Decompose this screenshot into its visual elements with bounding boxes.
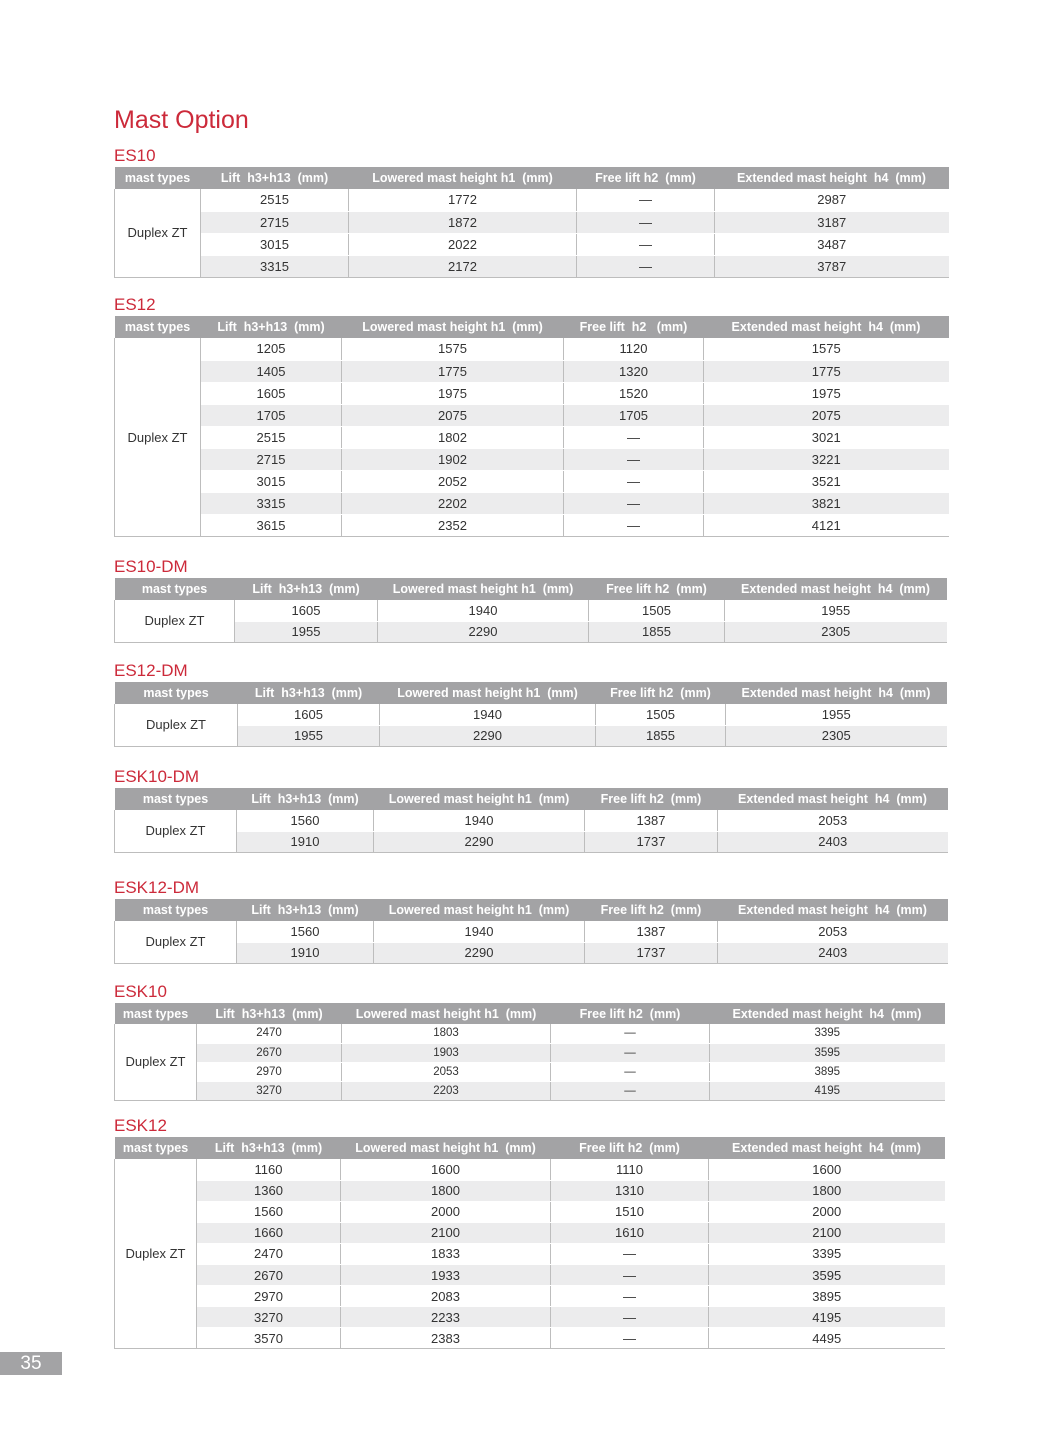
table-cell: 2305 xyxy=(726,725,947,746)
table-cell: — xyxy=(564,426,704,448)
table-header-row xyxy=(115,578,947,600)
mast-spec-table xyxy=(114,788,948,853)
table-row xyxy=(115,493,949,515)
table-cell: 1660 xyxy=(197,1222,341,1243)
table-cell: 1387 xyxy=(585,921,718,942)
table-cell: 1610 xyxy=(551,1222,709,1243)
table-cell: 1737 xyxy=(585,942,718,963)
table-cell: 2172 xyxy=(349,255,577,277)
table-row xyxy=(115,1286,945,1307)
table-cell: 3021 xyxy=(704,426,949,448)
table-cell: 2715 xyxy=(201,211,349,233)
table-row xyxy=(115,448,949,470)
column-header: Extended mast height h4 (mm) xyxy=(709,1137,945,1159)
table-cell: 1975 xyxy=(704,382,949,404)
table-cell: 2000 xyxy=(341,1201,551,1222)
table-cell: 2100 xyxy=(341,1222,551,1243)
table-cell: 1605 xyxy=(238,704,380,725)
section-title: ESK10-DM xyxy=(114,767,200,786)
table-cell: 2970 xyxy=(197,1286,341,1307)
table-cell: 3270 xyxy=(197,1081,342,1100)
section-esk12 xyxy=(114,1115,944,1349)
table-cell: 1775 xyxy=(342,360,564,382)
column-header: Lowered mast height h1 (mm) xyxy=(378,578,589,600)
table-cell: 2383 xyxy=(341,1328,551,1349)
table-cell: — xyxy=(551,1043,710,1062)
table-cell: 2000 xyxy=(709,1201,945,1222)
table-cell: 3521 xyxy=(704,471,949,493)
table-row xyxy=(115,810,948,831)
table-cell: 2290 xyxy=(378,621,589,642)
table-row xyxy=(115,1081,945,1100)
table-cell: 1560 xyxy=(237,921,374,942)
table-cell: — xyxy=(551,1286,709,1307)
mast-type-cell: Duplex ZT xyxy=(115,1159,197,1349)
table-header-row xyxy=(115,899,948,921)
section-title: ES12 xyxy=(114,295,156,314)
column-header: Extended mast height h4 (mm) xyxy=(726,682,947,704)
table-cell: 2075 xyxy=(704,404,949,426)
table-cell: 2290 xyxy=(380,725,596,746)
table-cell: 2515 xyxy=(201,189,349,211)
table-row xyxy=(115,1264,945,1285)
table-cell: 3595 xyxy=(709,1264,945,1285)
column-header: Lift h3+h13 (mm) xyxy=(237,899,374,921)
table-cell: — xyxy=(564,493,704,515)
column-header: Free lift h2 (mm) xyxy=(589,578,725,600)
table-cell: 1955 xyxy=(235,621,378,642)
table-cell: — xyxy=(577,189,715,211)
table-cell: 3595 xyxy=(710,1043,945,1062)
table-row xyxy=(115,1307,945,1328)
column-header: Lift h3+h13 (mm) xyxy=(237,788,374,810)
table-row xyxy=(115,515,949,537)
section-esk10 xyxy=(114,981,944,1101)
table-header-row xyxy=(115,1137,945,1159)
table-cell: 2987 xyxy=(715,189,949,211)
mast-type-cell: Duplex ZT xyxy=(115,189,201,277)
table-cell: 2305 xyxy=(725,621,947,642)
table-cell: 2715 xyxy=(201,448,342,470)
column-header: Lift h3+h13 (mm) xyxy=(235,578,378,600)
table-cell: 1360 xyxy=(197,1180,341,1201)
table-cell: 1310 xyxy=(551,1180,709,1201)
table-cell: 4121 xyxy=(704,515,949,537)
table-cell: 3895 xyxy=(710,1062,945,1081)
table-cell: 2403 xyxy=(718,942,948,963)
table-row xyxy=(115,1159,945,1180)
table-row xyxy=(115,1201,945,1222)
table-cell: 1940 xyxy=(380,704,596,725)
column-header: Lowered mast height h1 (mm) xyxy=(342,1003,551,1024)
table-cell: 1505 xyxy=(596,704,726,725)
table-cell: 1120 xyxy=(564,338,704,360)
page-number: 35 xyxy=(0,1352,62,1375)
table-header-row xyxy=(115,682,947,704)
table-cell: 2053 xyxy=(342,1062,551,1081)
table-row xyxy=(115,471,949,493)
table-row xyxy=(115,1024,945,1043)
table-cell: 1205 xyxy=(201,338,342,360)
table-cell: 1320 xyxy=(564,360,704,382)
column-header: mast types xyxy=(115,1003,197,1024)
table-cell: 2075 xyxy=(342,404,564,426)
table-cell: 2352 xyxy=(342,515,564,537)
section-esk10-dm xyxy=(114,766,947,853)
table-cell: 1855 xyxy=(596,725,726,746)
table-cell: 1800 xyxy=(709,1180,945,1201)
table-cell: — xyxy=(577,233,715,255)
table-cell: 1775 xyxy=(704,360,949,382)
table-row xyxy=(115,404,949,426)
table-cell: 1800 xyxy=(341,1180,551,1201)
table-cell: 4195 xyxy=(710,1081,945,1100)
table-cell: 1803 xyxy=(342,1024,551,1043)
column-header: mast types xyxy=(115,316,201,338)
table-cell: 1833 xyxy=(341,1243,551,1264)
column-header: Lowered mast height h1 (mm) xyxy=(349,167,577,189)
table-cell: 2403 xyxy=(718,831,948,852)
column-header: Extended mast height h4 (mm) xyxy=(710,1003,945,1024)
table-cell: 1160 xyxy=(197,1159,341,1180)
table-row xyxy=(115,600,947,621)
column-header: mast types xyxy=(115,788,237,810)
table-row xyxy=(115,1243,945,1264)
table-cell: 2053 xyxy=(718,921,948,942)
table-row xyxy=(115,1062,945,1081)
table-cell: 1903 xyxy=(342,1043,551,1062)
column-header: mast types xyxy=(115,1137,197,1159)
table-cell: 1510 xyxy=(551,1201,709,1222)
table-cell: 3270 xyxy=(197,1307,341,1328)
table-cell: — xyxy=(577,255,715,277)
column-header: Free lift h2 (mm) xyxy=(596,682,726,704)
column-header: Free lift h2 (mm) xyxy=(585,899,718,921)
table-cell: 3187 xyxy=(715,211,949,233)
column-header: Lift h3+h13 (mm) xyxy=(201,167,349,189)
table-cell: 1955 xyxy=(725,600,947,621)
table-cell: 1605 xyxy=(235,600,378,621)
table-cell: — xyxy=(551,1024,710,1043)
table-cell: 2052 xyxy=(342,471,564,493)
mast-type-cell: Duplex ZT xyxy=(115,810,237,852)
table-cell: 1605 xyxy=(201,382,342,404)
table-cell: 1705 xyxy=(201,404,342,426)
column-header: mast types xyxy=(115,682,238,704)
table-cell: 1933 xyxy=(341,1264,551,1285)
table-cell: 1110 xyxy=(551,1159,709,1180)
table-row xyxy=(115,189,949,211)
table-row xyxy=(115,831,948,852)
table-cell: — xyxy=(551,1081,710,1100)
table-cell: 3221 xyxy=(704,448,949,470)
section-es12 xyxy=(114,294,948,537)
column-header: Extended mast height h4 (mm) xyxy=(718,788,948,810)
column-header: Extended mast height h4 (mm) xyxy=(715,167,949,189)
table-row xyxy=(115,942,948,963)
table-header-row xyxy=(115,788,948,810)
table-cell: 2083 xyxy=(341,1286,551,1307)
table-cell: 1520 xyxy=(564,382,704,404)
table-cell: 4495 xyxy=(709,1328,945,1349)
table-cell: 3487 xyxy=(715,233,949,255)
table-cell: 2233 xyxy=(341,1307,551,1328)
table-cell: 1405 xyxy=(201,360,342,382)
column-header: Lowered mast height h1 (mm) xyxy=(341,1137,551,1159)
table-cell: — xyxy=(551,1307,709,1328)
section-title: ESK10 xyxy=(114,982,167,1001)
column-header: Lift h3+h13 (mm) xyxy=(197,1137,341,1159)
column-header: Lift h3+h13 (mm) xyxy=(197,1003,342,1024)
table-row xyxy=(115,1043,945,1062)
column-header: mast types xyxy=(115,899,237,921)
section-es12-dm xyxy=(114,660,946,747)
mast-type-cell: Duplex ZT xyxy=(115,921,237,963)
table-cell: 2100 xyxy=(709,1222,945,1243)
column-header: Lift h3+h13 (mm) xyxy=(201,316,342,338)
table-cell: 2022 xyxy=(349,233,577,255)
table-cell: 2202 xyxy=(342,493,564,515)
table-row xyxy=(115,338,949,360)
table-cell: 1940 xyxy=(378,600,589,621)
table-cell: — xyxy=(551,1264,709,1285)
table-row xyxy=(115,621,947,642)
table-cell: 1910 xyxy=(237,831,374,852)
mast-spec-table xyxy=(114,578,947,643)
mast-type-cell: Duplex ZT xyxy=(115,338,201,537)
table-cell: 4195 xyxy=(709,1307,945,1328)
table-cell: 1560 xyxy=(197,1201,341,1222)
table-cell: 1955 xyxy=(726,704,947,725)
table-cell: 2290 xyxy=(374,831,585,852)
table-cell: 1855 xyxy=(589,621,725,642)
mast-spec-table xyxy=(114,1003,945,1101)
table-cell: — xyxy=(551,1062,710,1081)
table-row xyxy=(115,921,948,942)
table-cell: 3315 xyxy=(201,493,342,515)
table-row xyxy=(115,255,949,277)
column-header: Extended mast height h4 (mm) xyxy=(718,899,948,921)
column-header: Extended mast height h4 (mm) xyxy=(725,578,947,600)
table-cell: 3015 xyxy=(201,471,342,493)
table-cell: 3787 xyxy=(715,255,949,277)
table-cell: 2670 xyxy=(197,1264,341,1285)
table-row xyxy=(115,382,949,404)
table-cell: 1975 xyxy=(342,382,564,404)
table-cell: 2053 xyxy=(718,810,948,831)
table-header-row xyxy=(115,167,949,189)
table-cell: 1940 xyxy=(374,921,585,942)
section-title: ES12-DM xyxy=(114,661,188,680)
mast-spec-table xyxy=(114,316,949,537)
column-header: Lowered mast height h1 (mm) xyxy=(374,788,585,810)
section-esk12-dm xyxy=(114,877,947,964)
table-cell: 1560 xyxy=(237,810,374,831)
column-header: Free lift h2 (mm) xyxy=(577,167,715,189)
column-header: Extended mast height h4 (mm) xyxy=(704,316,949,338)
column-header: Free lift h2 (mm) xyxy=(551,1137,709,1159)
table-cell: 1802 xyxy=(342,426,564,448)
table-cell: 3821 xyxy=(704,493,949,515)
section-es10 xyxy=(114,145,948,278)
table-cell: 3895 xyxy=(709,1286,945,1307)
column-header: Lift h3+h13 (mm) xyxy=(238,682,380,704)
table-cell: 2470 xyxy=(197,1243,341,1264)
table-cell: 2470 xyxy=(197,1024,342,1043)
table-cell: 3570 xyxy=(197,1328,341,1349)
table-cell: — xyxy=(564,471,704,493)
section-title: ESK12-DM xyxy=(114,878,200,897)
mast-spec-table xyxy=(114,167,949,278)
table-cell: — xyxy=(551,1328,709,1349)
table-cell: — xyxy=(564,515,704,537)
table-cell: 1600 xyxy=(341,1159,551,1180)
table-cell: 2203 xyxy=(342,1081,551,1100)
table-row xyxy=(115,360,949,382)
table-row xyxy=(115,1328,945,1349)
table-cell: 2670 xyxy=(197,1043,342,1062)
section-title: ESK12 xyxy=(114,1116,167,1135)
table-cell: 2515 xyxy=(201,426,342,448)
table-row xyxy=(115,1222,945,1243)
table-cell: 1387 xyxy=(585,810,718,831)
column-header: Lowered mast height h1 (mm) xyxy=(342,316,564,338)
table-row xyxy=(115,725,947,746)
table-cell: 3395 xyxy=(710,1024,945,1043)
table-cell: — xyxy=(564,448,704,470)
table-header-row xyxy=(115,316,949,338)
table-row xyxy=(115,233,949,255)
table-cell: 1705 xyxy=(564,404,704,426)
table-row xyxy=(115,426,949,448)
mast-type-cell: Duplex ZT xyxy=(115,1024,197,1100)
section-es10-dm xyxy=(114,556,946,643)
table-cell: 1772 xyxy=(349,189,577,211)
table-row xyxy=(115,211,949,233)
table-cell: 3615 xyxy=(201,515,342,537)
table-cell: 1872 xyxy=(349,211,577,233)
table-cell: 1600 xyxy=(709,1159,945,1180)
table-cell: 1575 xyxy=(704,338,949,360)
column-header: Lowered mast height h1 (mm) xyxy=(374,899,585,921)
column-header: Free lift h2 (mm) xyxy=(564,316,704,338)
table-cell: — xyxy=(577,211,715,233)
column-header: Free lift h2 (mm) xyxy=(585,788,718,810)
mast-type-cell: Duplex ZT xyxy=(115,600,235,642)
column-header: Lowered mast height h1 (mm) xyxy=(380,682,596,704)
table-cell: 1575 xyxy=(342,338,564,360)
table-cell: 2290 xyxy=(374,942,585,963)
section-title: ES10 xyxy=(114,146,156,165)
table-cell: 1955 xyxy=(238,725,380,746)
table-cell: 1910 xyxy=(237,942,374,963)
page-title: Mast Option xyxy=(114,106,249,134)
mast-spec-table xyxy=(114,899,948,964)
table-cell: — xyxy=(551,1243,709,1264)
table-row xyxy=(115,704,947,725)
mast-spec-table xyxy=(114,682,947,747)
table-cell: 1902 xyxy=(342,448,564,470)
table-cell: 3395 xyxy=(709,1243,945,1264)
table-cell: 1505 xyxy=(589,600,725,621)
table-cell: 3015 xyxy=(201,233,349,255)
mast-spec-table xyxy=(114,1137,945,1349)
table-cell: 3315 xyxy=(201,255,349,277)
column-header: mast types xyxy=(115,578,235,600)
table-cell: 2970 xyxy=(197,1062,342,1081)
section-title: ES10-DM xyxy=(114,557,188,576)
table-header-row xyxy=(115,1003,945,1024)
table-cell: 1737 xyxy=(585,831,718,852)
mast-type-cell: Duplex ZT xyxy=(115,704,238,746)
table-row xyxy=(115,1180,945,1201)
column-header: mast types xyxy=(115,167,201,189)
table-cell: 1940 xyxy=(374,810,585,831)
column-header: Free lift h2 (mm) xyxy=(551,1003,710,1024)
